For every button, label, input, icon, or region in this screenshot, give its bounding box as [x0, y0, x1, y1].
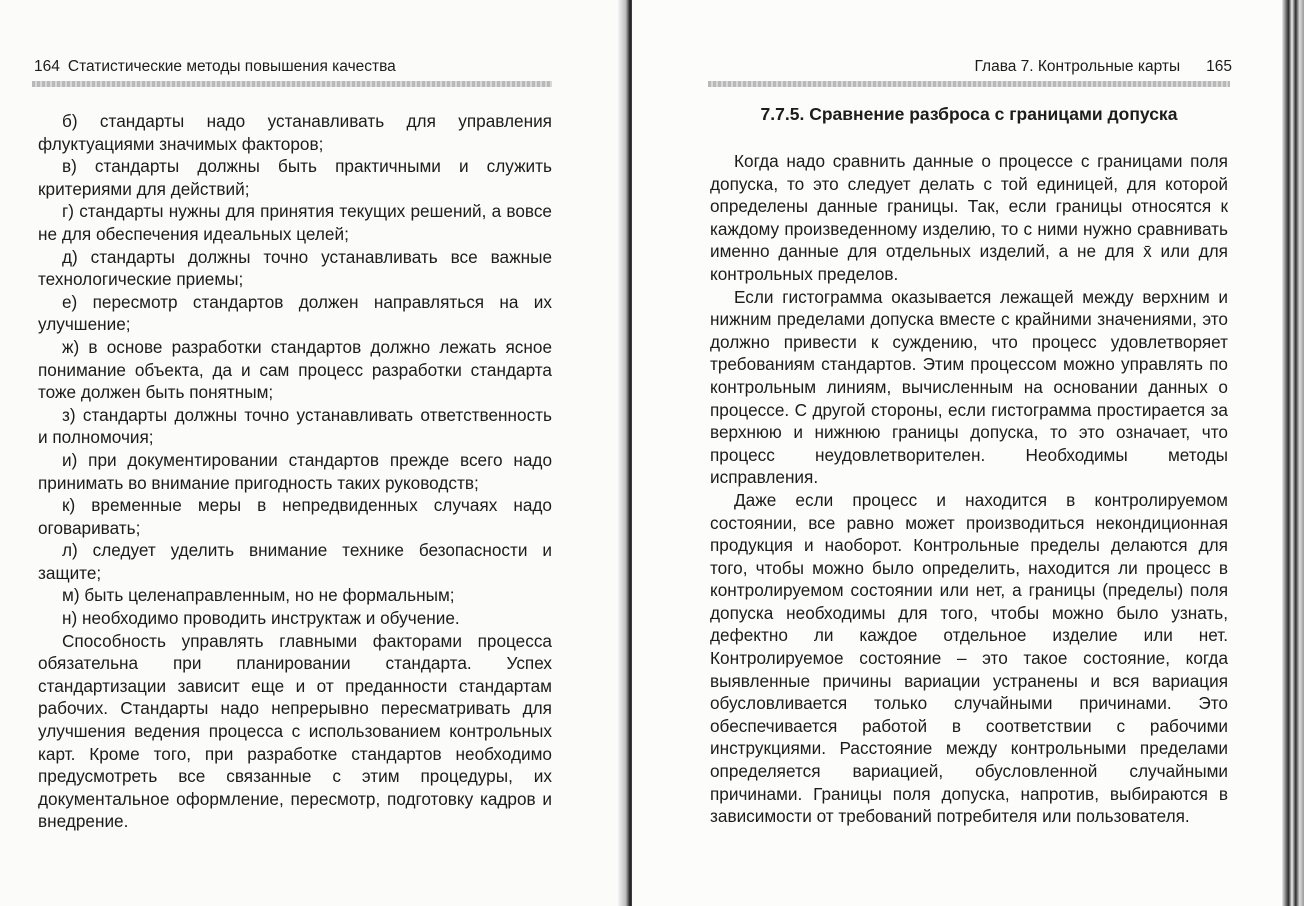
paragraph: е) пересмотр стандартов должен направляться на их улучшение; — [38, 291, 552, 335]
section-title: 7.7.5. Сравнение разброса с границами допуска — [760, 104, 1178, 124]
paragraph: и) при документировании стандартов прежде всего надо принимать во внимание пригодность таких руководств; — [38, 449, 552, 493]
paragraph: б) стандарты надо устанавливать для управления флуктуациями значимых факторов; — [38, 111, 552, 154]
paragraph: Если гистограмма оказывается лежащей между верхним и нижним пределами допуска вместе с крайними значениями, это должно привести к суждению, что процесс удовлетворяет требованиям стандартов. Этим процессом можно управлять по контрольным линиям, вычисленным на основании данных о процессе. С другой стороны, если гистограмма простирается за верхнюю и нижнюю границы допуска, то это означает, что процесс неудовлетворителен. Необходимы методы исправления. — [710, 286, 1228, 488]
paragraph: д) стандарты должны точно устанавливать все важные технологические приемы; — [38, 246, 552, 290]
right-page — [632, 0, 1284, 906]
right-running-head-text: Глава 7. Контрольные карты — [974, 58, 1181, 75]
paragraph: Когда надо сравнить данные о процессе с границами поля допуска, то это следует делать с той единицей, для которой определены данные границы. Так, если границы относятся к каждому произведенному изделию, то с ними нужно сравнивать именно данные для отдельных изделий, а не для x̄ или для контрольных пределов. — [710, 151, 1228, 284]
paragraph: з) стандарты должны точно устанавливать ответственность и полномочия; — [38, 404, 552, 448]
paragraph: н) необходимо проводить инструктаж и обучение. — [62, 608, 460, 629]
paragraph: Способность управлять главными факторами процесса обязательна при планировании стандарта. Успех стандартизации зависит еще и от преданности стандартам рабочих. Стандарты надо непрерывно пересматривать для улучшения ведения процесса с использованием контрольных карт. Кроме того, при разработке стандартов необходимо предусмотреть все связанные с этим процедуры, их документальное оформление, пересмотр, подготовку кадров и внедрение. — [38, 630, 552, 832]
paragraph: ж) в основе разработки стандартов должно лежать ясное понимание объекта, да и сам процесс разработки стандарта тоже должен быть понятным; — [38, 336, 552, 403]
paragraph: г) стандарты нужны для принятия текущих решений, а вовсе не для обеспечения идеальных целей; — [38, 201, 552, 244]
left-page — [0, 0, 628, 906]
left-body-text — [38, 110, 552, 833]
paragraph: Даже если процесс и находится в контролируемом состоянии, все равно может производиться некондиционная продукция и наоборот. Контрольные пределы делаются для того, чтобы можно было определить, находится ли процесс в контролируемом состоянии или нет, а границы (пределы) поля допуска необходимы для того, чтобы можно было узнать, дефектно ли каждое отдельное изделие или нет. Контролируемое состояние – это такое состояние, когда выявленные причины вариации устранены и вся вариация обусловливается только случайными причинами. Это обеспечивается работой в соответствии с рабочими инструкциями. Расстояние между контрольными пределами определяется вариацией, обусловленной случайными причинами. Границы поля допуска, напротив, выбираются в зависимости от требований потребителя или пользователя. — [710, 489, 1228, 827]
paragraph: м) быть целенаправленным, но не формальным; — [62, 585, 455, 606]
paragraph: л) следует уделить внимание технике безопасности и защите; — [38, 540, 552, 583]
right-header-rule — [708, 81, 1230, 87]
paragraph: в) стандарты должны быть практичными и служить критериями для действий; — [38, 156, 552, 199]
left-page-number: 164 — [34, 58, 60, 75]
paragraph: к) временные меры в непредвиденных случаях надо оговаривать; — [38, 495, 552, 538]
page-stack-edge — [1282, 0, 1304, 906]
left-running-head-text: Статистические методы повышения качества — [67, 58, 396, 75]
right-body-text — [710, 150, 1228, 828]
right-running-head — [975, 58, 1233, 76]
left-header-rule — [32, 81, 552, 87]
left-running-head — [34, 58, 396, 76]
right-page-number: 165 — [1206, 58, 1232, 75]
